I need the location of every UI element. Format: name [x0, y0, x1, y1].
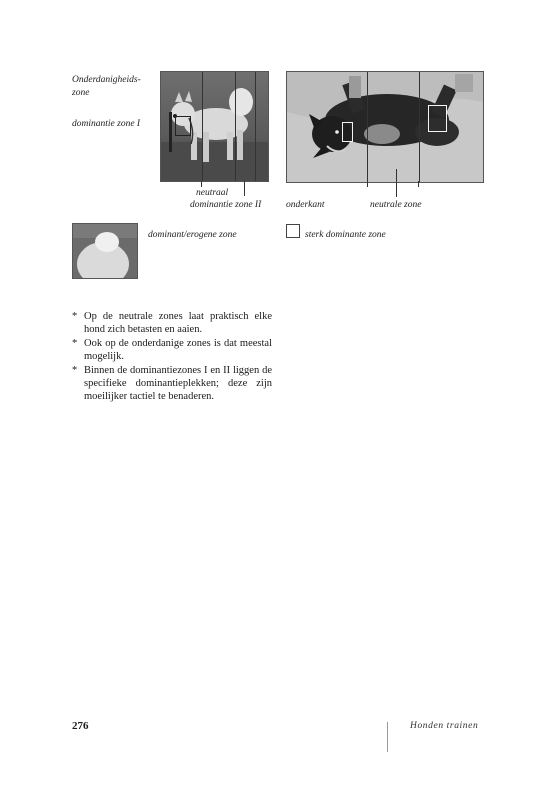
- list-item: [72, 310, 272, 337]
- caption-neutrale-zone: neutrale zone: [370, 200, 422, 210]
- bullet-text: Ook op de onderdanige zones is dat meestal mogelijk.: [84, 337, 272, 363]
- lying-dog-photo: [286, 71, 484, 183]
- zone-divider-5-extension: [418, 181, 419, 187]
- caption-dominant-erogene: dominant/erogene zone: [148, 230, 237, 240]
- legend-square-icon: [286, 224, 300, 238]
- dog-tail-photo: [72, 223, 138, 279]
- bullet-marker: *: [72, 364, 78, 376]
- zone-divider-4: [367, 72, 368, 182]
- bullet-marker: *: [72, 337, 78, 349]
- sterk-dominante-marker-1: [342, 122, 353, 142]
- lying-dog-illustration: [287, 72, 483, 182]
- zone-divider-4-extension: [367, 181, 368, 187]
- bullet-text: Binnen de dominantiezones I en II liggen de specifieke dominantieplekken; deze zijn moeilijker tactiel te benaderen.: [84, 364, 272, 403]
- caption-onderdanigheid: [72, 74, 141, 100]
- caption-onderkant: onderkant: [286, 200, 325, 210]
- footer-divider: [387, 722, 388, 752]
- bullet-marker: *: [72, 311, 78, 322]
- dominantie-2-leader-line: [244, 181, 245, 196]
- bullet-text: Op de neutrale zones laat praktisch elke hond zich betasten en aaien.: [84, 311, 272, 336]
- caption-onderdanigheid-line2: zone: [72, 88, 90, 98]
- standing-dog-photo: [160, 71, 269, 182]
- page-number: 276: [72, 720, 89, 732]
- running-title: Honden trainen: [410, 721, 479, 731]
- sterk-dominante-marker-2: [428, 105, 447, 132]
- zone-divider-5: [419, 72, 420, 182]
- zone-divider-3: [255, 72, 256, 181]
- caption-dominantie-zone-1: dominantie zone I: [72, 119, 141, 129]
- dog-tail-illustration: [73, 224, 137, 278]
- list-item: [72, 364, 272, 404]
- caption-onderdanigheid-line1: Onderdanigheids-: [72, 75, 141, 85]
- zone-divider-2: [235, 72, 236, 181]
- caption-sterk-dominante: sterk dominante zone: [305, 230, 386, 240]
- caption-dominantie-zone-2: dominantie zone II: [190, 200, 262, 210]
- caption-neutraal: neutraal: [196, 188, 229, 198]
- list-item: [72, 337, 272, 364]
- neutrale-zone-leader-line: [396, 169, 397, 197]
- submission-zone-marker: [175, 116, 191, 136]
- zone-divider-1: [202, 72, 203, 181]
- bullet-list: [72, 310, 272, 404]
